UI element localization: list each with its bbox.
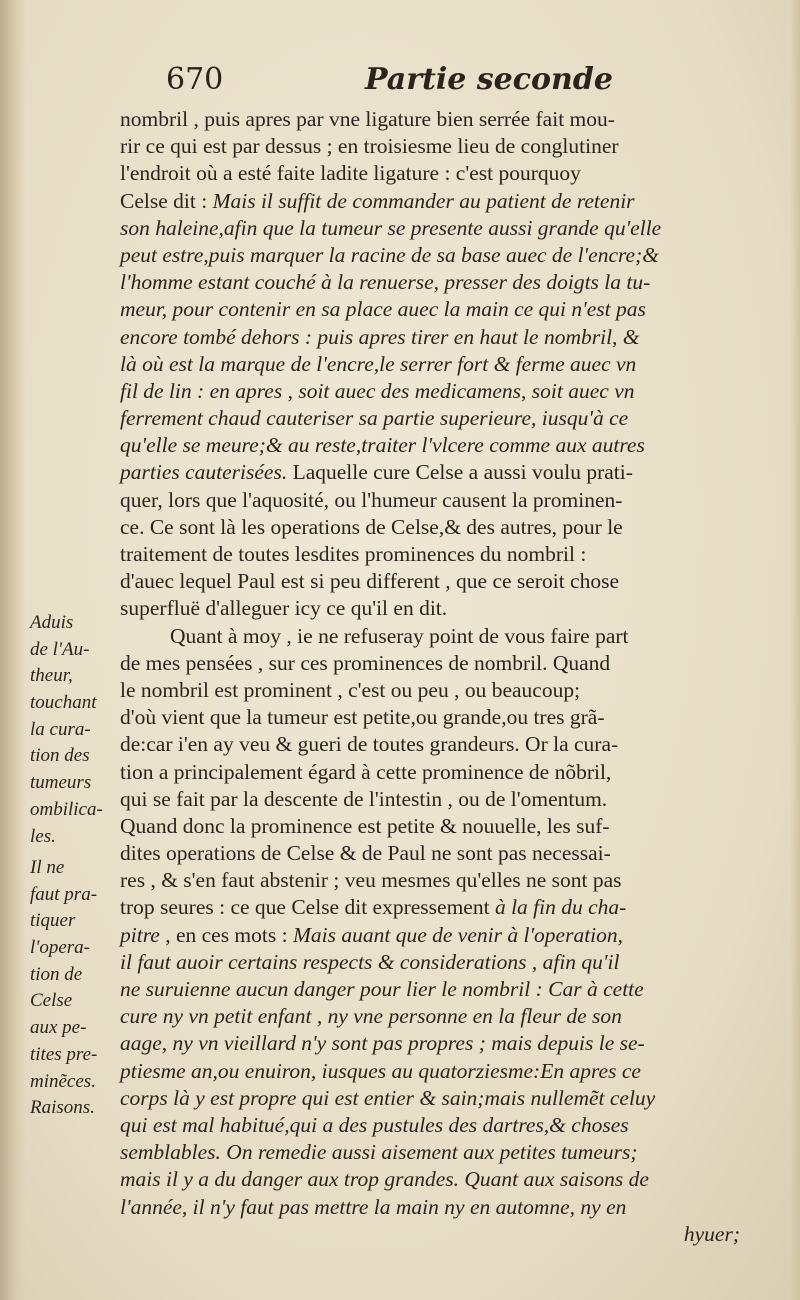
text-segment: ce. Ce sont là les operations de Celse,& des autres, pour le	[120, 514, 623, 539]
text-line	[120, 1221, 740, 1248]
text-segment: mais il y a du danger aux trop grandes. Quant aux saisons de	[120, 1167, 649, 1192]
text-segment: il faut auoir certains respects & considerations , afin qu'il	[120, 949, 620, 974]
text-segment: son haleine,afin que la tumeur se presente aussi grande qu'elle	[120, 215, 662, 240]
text-segment: rir ce qui est par dessus ; en troisiesme lieu de conglutiner	[120, 134, 619, 159]
margin-note-line: la cura-	[30, 718, 91, 740]
text-segment: là où est la marque de l'encre,le serrer fort & ferme auec vn	[120, 351, 637, 376]
text-segment: Mais auant que de venir à l'operation,	[292, 922, 624, 947]
text-segment: l'homme estant couché à la renuerse, presser des doigts la tu-	[120, 270, 651, 295]
text-segment: qu'elle se meure;& au reste,traiter l'vlcere comme aux autres	[120, 433, 645, 458]
text-segment: nombril , puis apres par vne ligature bien serrée fait mou-	[120, 107, 615, 131]
text-line	[120, 133, 740, 160]
text-segment: quer, lors que l'aquosité, ou l'humeur causent la prominen-	[120, 487, 623, 512]
text-line	[120, 324, 740, 351]
text-segment: à la fin du cha-	[494, 895, 627, 920]
text-segment: pitre	[120, 922, 160, 947]
text-line	[120, 623, 740, 650]
text-line	[120, 188, 740, 215]
margin-note-line: tumeurs	[30, 772, 92, 794]
text-line	[120, 1003, 740, 1030]
margin-note-line: faut pra-	[30, 883, 98, 905]
text-line	[120, 867, 740, 894]
text-segment: trop seures : ce que Celse dit expressement	[120, 895, 495, 920]
text-line	[120, 759, 740, 786]
page-edge-shadow	[790, 0, 800, 1300]
text-segment: superfluë d'alleguer icy ce qu'il en dit.	[120, 596, 448, 621]
text-segment: qui se fait par la descente de l'intestin , ou de l'omentum.	[120, 786, 608, 811]
text-segment: , en ces mots :	[159, 922, 293, 947]
text-segment: l'endroit où a esté faite ladite ligature : c'est pourquoy	[120, 161, 581, 186]
text-segment: res , & s'en faut abstenir ; veu mesmes qu'elles ne sont pas	[120, 868, 622, 893]
margin-note-celse-operation	[30, 855, 130, 1122]
text-segment: Laquelle cure Celse a aussi voulu prati-	[287, 460, 633, 485]
text-line	[120, 405, 740, 432]
text-segment: dites operations de Celse & de Paul ne sont pas necessai-	[120, 841, 611, 866]
text-line	[120, 813, 740, 840]
page-header	[160, 62, 760, 102]
text-segment: qui est mal habitué,qui a des pustules des dartres,& choses	[120, 1112, 629, 1137]
text-line	[120, 922, 740, 949]
main-text-block	[120, 106, 740, 1248]
margin-note-line: les.	[30, 825, 56, 847]
text-line	[120, 704, 740, 731]
margin-note-line: de l'Au-	[30, 638, 90, 660]
text-line	[120, 487, 740, 514]
text-line	[120, 650, 740, 677]
text-line	[120, 894, 740, 921]
text-segment: ferrement chaud cauteriser sa partie superieure, iusqu'à ce	[120, 406, 629, 431]
text-segment: Mais il suffit de commander au patient de retenir	[212, 188, 635, 213]
margin-note-line: ombilica-	[30, 798, 103, 820]
text-segment: l'année, il n'y faut pas mettre la main ny en automne, ny en	[120, 1194, 627, 1219]
text-segment: fil de lin : en apres , soit auec des medicamens, soit auec vn	[120, 378, 635, 403]
text-line	[120, 786, 740, 813]
text-line	[120, 296, 740, 323]
margin-note-line: tiquer	[30, 910, 76, 932]
text-line	[120, 731, 740, 758]
margin-note-line: tion des	[30, 745, 90, 767]
margin-note-line: touchant	[30, 692, 97, 714]
margin-note-line: tites pre-	[30, 1043, 98, 1065]
text-line	[120, 595, 740, 622]
text-segment: peut estre,puis marquer la racine de sa base auec de l'encre;&	[120, 242, 659, 267]
text-segment: cure ny vn petit enfant , ny vne personne en la fleur de son	[120, 1004, 622, 1029]
text-line	[120, 378, 740, 405]
text-line	[120, 677, 740, 704]
text-line	[120, 1030, 740, 1057]
text-segment: Quand donc la prominence est petite & nouuelle, les suf-	[120, 813, 610, 838]
text-line	[120, 541, 740, 568]
text-line	[120, 351, 740, 378]
text-line	[120, 1058, 740, 1085]
text-line	[120, 242, 740, 269]
margin-note-line: minẽces.	[30, 1070, 96, 1092]
running-title: Partie seconde	[365, 62, 613, 97]
text-line	[120, 432, 740, 459]
page-gutter-shadow	[0, 0, 26, 1300]
text-segment: de mes pensées , sur ces prominences de nombril. Quand	[120, 650, 611, 675]
margin-note-line: Raisons.	[30, 1097, 95, 1119]
text-segment: aage, ny vn vieillard n'y sont pas propres ; mais depuis le se-	[120, 1031, 645, 1056]
text-line	[120, 215, 740, 242]
text-segment: de:car i'en ay veu & gueri de toutes grandeurs. Or la cura-	[120, 732, 619, 757]
margin-note-author-advice	[30, 610, 130, 850]
text-segment: d'auec lequel Paul est si peu different , que ce seroit chose	[120, 569, 619, 594]
text-segment: semblables. On remedie aussi aisement aux petites tumeurs;	[120, 1140, 638, 1165]
text-segment: d'où vient que la tumeur est petite,ou grande,ou tres grã-	[120, 705, 605, 730]
margin-note-line: l'opera-	[30, 937, 90, 959]
text-segment: hyuer;	[683, 1221, 740, 1246]
page-number: 670	[166, 62, 224, 97]
margin-note-line: aux pe-	[30, 1017, 87, 1039]
text-line	[120, 1166, 740, 1193]
text-line	[120, 976, 740, 1003]
text-segment: ne suruienne aucun danger pour lier le nombril : Car à cette	[120, 977, 644, 1001]
text-line	[120, 269, 740, 296]
text-segment: le nombril est prominent , c'est ou peu , ou beaucoup;	[120, 677, 581, 702]
margin-note-line: Celse	[30, 990, 73, 1012]
text-line	[120, 1085, 740, 1112]
text-line	[120, 949, 740, 976]
text-line	[120, 514, 740, 541]
margin-note-line: Il ne	[30, 857, 65, 878]
margin-note-line: theur,	[30, 665, 73, 687]
text-line	[120, 106, 740, 133]
text-segment: meur, pour contenir en sa place auec la main ce qui n'est pas	[120, 297, 646, 322]
text-segment: tion a principalement égard à cette prominence de nõbril,	[120, 759, 612, 784]
text-segment: traitement de toutes lesdites prominences du nombril :	[120, 542, 587, 566]
text-segment: parties cauterisées.	[120, 460, 288, 485]
text-segment: ptiesme an,ou enuiron, iusques au quatorziesme:En apres ce	[120, 1058, 641, 1083]
text-line	[120, 1112, 740, 1139]
text-segment: encore tombé dehors : puis apres tirer en haut le nombril, &	[120, 324, 640, 349]
text-line	[120, 840, 740, 867]
margin-note-line: tion de	[30, 963, 83, 985]
text-segment: Quant à moy , ie ne refuseray point de vous faire part	[170, 623, 629, 648]
text-line	[120, 568, 740, 595]
text-line	[120, 459, 740, 486]
text-line	[120, 160, 740, 187]
text-segment: corps là y est propre qui est entier & sain;mais nullemẽt celuy	[120, 1085, 656, 1110]
text-segment: Celse dit :	[120, 188, 213, 213]
text-line	[120, 1139, 740, 1166]
text-line	[120, 1194, 740, 1221]
margin-note-line: Aduis	[30, 612, 74, 633]
